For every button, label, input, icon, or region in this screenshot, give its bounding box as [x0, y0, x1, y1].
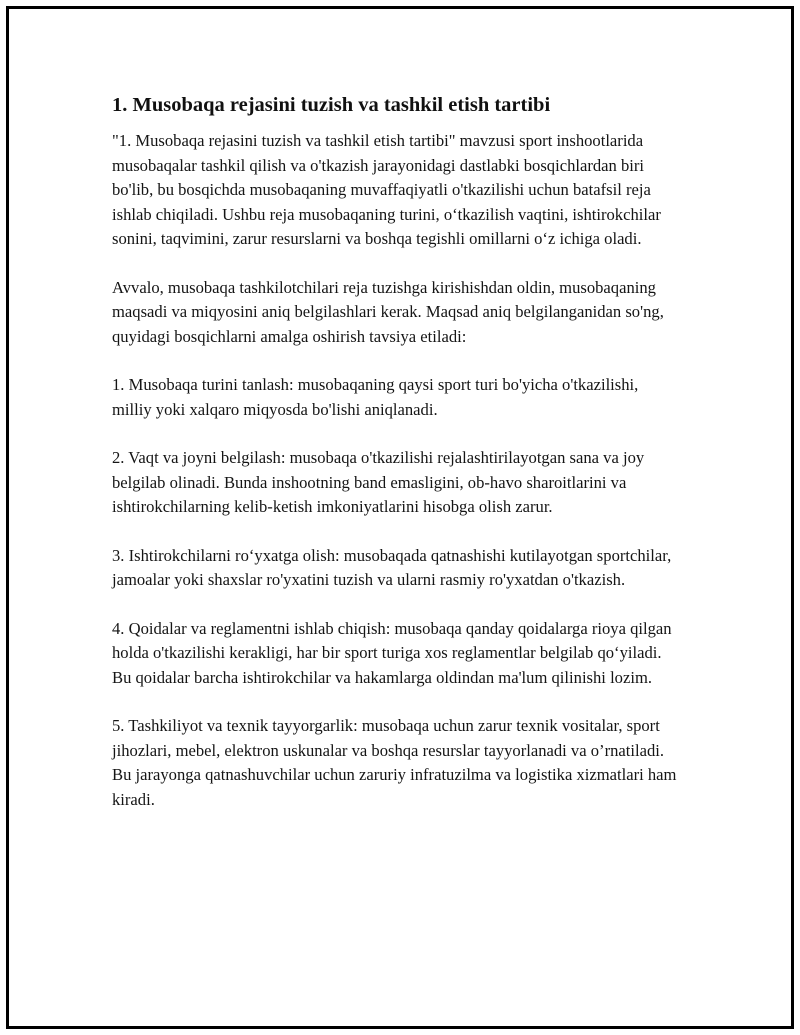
goal-paragraph: Avvalo, musobaqa tashkilotchilari reja tuzishga kirishishdan oldin, musobaqaning maqsadi va miqyosini aniq belgilashlari kerak. Maqsad aniq belgilanganidan so'ng, quyidagi bosqichlarni amalga oshirish tavsiya etiladi:: [112, 277, 664, 346]
step-5-paragraph: 5. Tashkiliyot va texnik tayyorgarlik: musobaqa uchun zarur texnik vositalar, sport jihozlari, mebel, elektron uskunalar va boshqa resurslar tayyorlanadi va o’rnatiladi. Bu jarayonga qatnashuvchilar uchun zaruriy infratuzilma va logistika xizmatlari ham kiradi.: [112, 716, 677, 809]
document-title: 1. Musobaqa rejasini tuzish va tashkil etish tartibi: [112, 94, 551, 116]
intro-paragraph: "1. Musobaqa rejasini tuzish va tashkil etish tartibi" mavzusi sport inshootlarida musobaqalar tashkil qilish va o'tkazish jarayonidagi dastlabki bosqichlardan biri bo'lib, bu bosqichda musobaqaning muvaffaqiyatli o'tkazilishi uchun batafsil reja ishlab chiqiladi. Ushbu reja musobaqaning turini, o‘tkazilish vaqtini, ishtirokchilar sonini, taqvimini, zarur resurslarni va boshqa tegishli omillarni o‘z ichiga oladi.: [112, 131, 661, 248]
step-3-paragraph: 3. Ishtirokchilarni ro‘yxatga olish: musobaqada qatnashishi kutilayotgan sportchilar, jamoalar yoki shaxslar ro'yxatini tuzish va ularni rasmiy ro'yxatdan o'tkazish.: [112, 545, 672, 589]
document-body: [112, 92, 682, 836]
step-1-paragraph: 1. Musobaqa turini tanlash: musobaqaning qaysi sport turi bo'yicha o'tkazilishi, milliy yoki xalqaro miqyosda bo'lishi aniqlanadi.: [112, 375, 639, 419]
step-4-paragraph: 4. Qoidalar va reglamentni ishlab chiqish: musobaqa qanday qoidalarga rioya qilgan holda o'tkazilishi kerakligi, har bir sport turiga xos reglamentlar belgilab qo‘yiladi. Bu qoidalar barcha ishtirokchilar va hakamlarga oldindan ma'lum qilinishi lozim.: [112, 618, 672, 687]
step-2-paragraph: 2. Vaqt va joyni belgilash: musobaqa o'tkazilishi rejalashtirilayotgan sana va joy belgilab olinadi. Bunda inshootning band emasligini, ob-havo sharoitlarini va ishtirokchilarning kelib-ketish imkoniyatlarini hisobga olish zarur.: [112, 448, 645, 516]
